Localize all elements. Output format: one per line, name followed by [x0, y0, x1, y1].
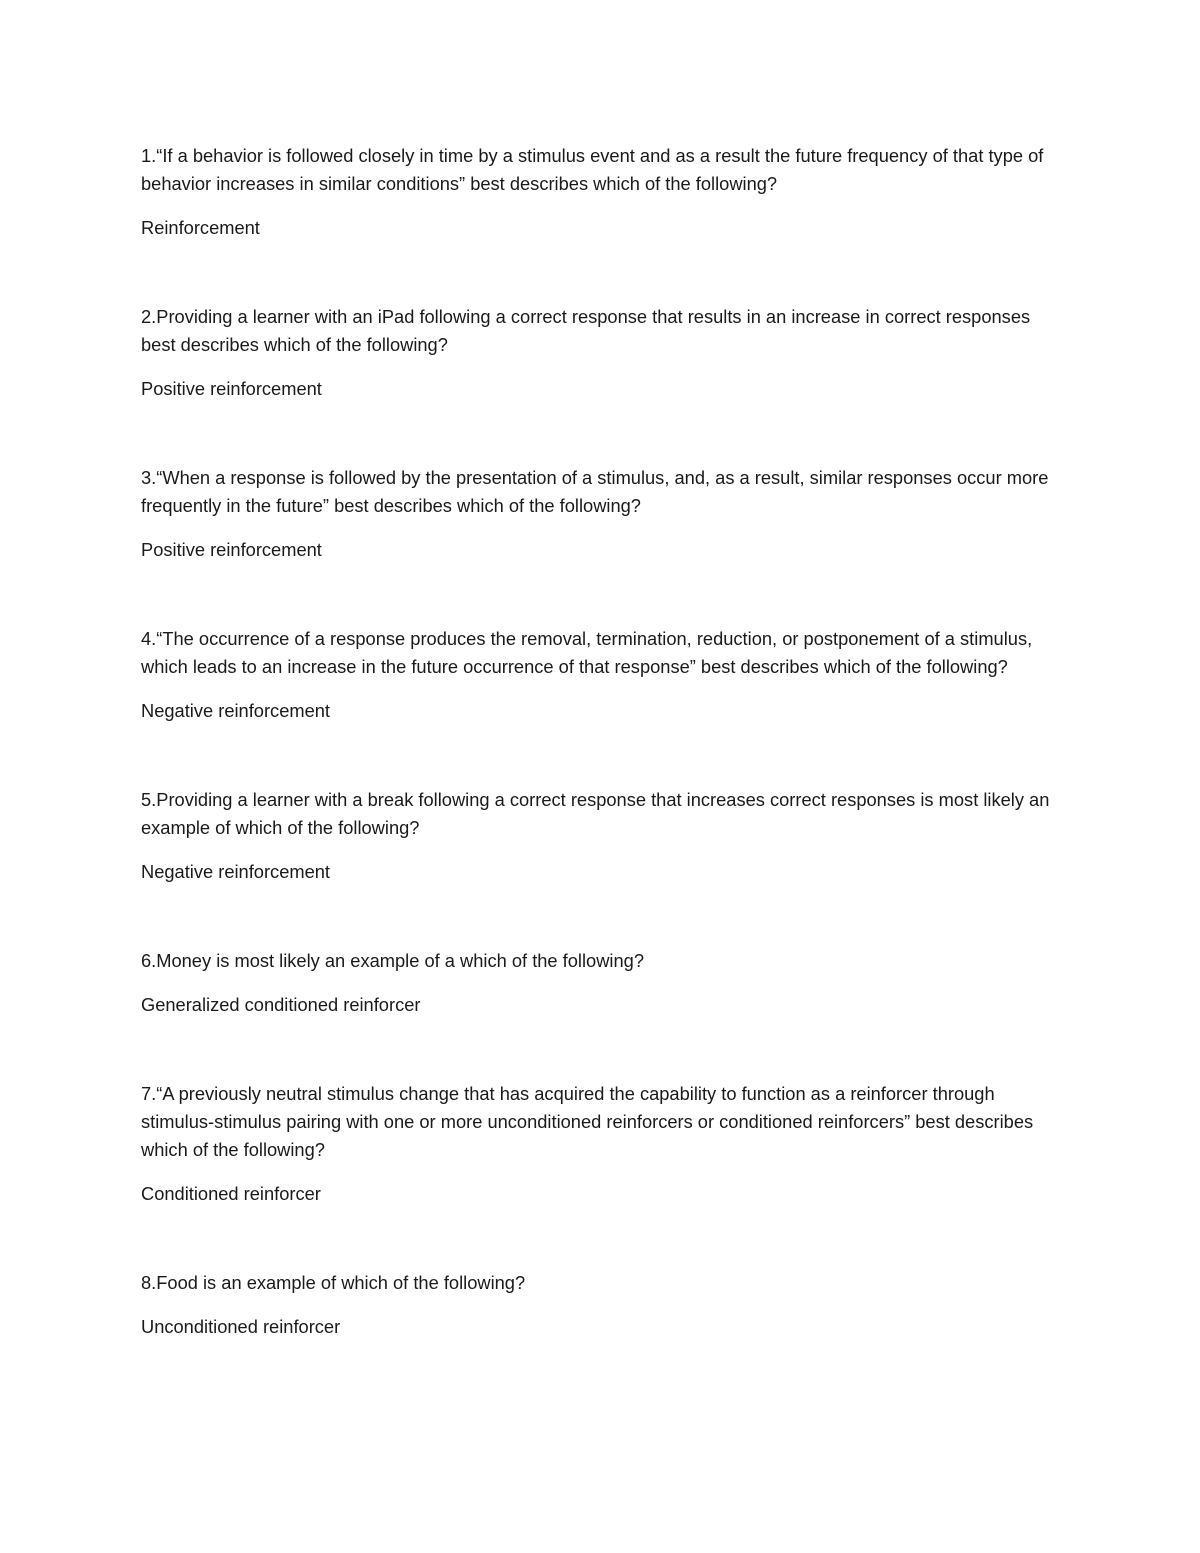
question-8: 8.Food is an example of which of the following? — [141, 1272, 526, 1293]
qa-item-5 — [141, 786, 1061, 886]
question-7: 7.“A previously neutral stimulus change that has acquired the capability to function as a reinforcer through stimulus-stimulus pairing with one or more unconditioned reinforcers or conditioned reinforcers” best describes which of the following? — [141, 1083, 1034, 1160]
answer-1: Reinforcement — [141, 217, 260, 238]
answer-6: Generalized conditioned reinforcer — [141, 994, 421, 1015]
answer-3: Positive reinforcement — [141, 539, 322, 560]
qa-item-3 — [141, 464, 1061, 564]
answer-5: Negative reinforcement — [141, 861, 330, 882]
answer-4: Negative reinforcement — [141, 700, 330, 721]
question-4: 4.“The occurrence of a response produces the removal, termination, reduction, or postponement of a stimulus, which leads to an increase in the future occurrence of that response” best describes which of the following? — [141, 628, 1033, 677]
qa-item-4 — [141, 625, 1061, 725]
question-6: 6.Money is most likely an example of a which of the following? — [141, 950, 644, 971]
answer-2: Positive reinforcement — [141, 378, 322, 399]
question-3: 3.“When a response is followed by the presentation of a stimulus, and, as a result, similar responses occur more frequently in the future” best describes which of the following? — [141, 467, 1049, 516]
qa-item-7 — [141, 1080, 1061, 1208]
question-5: 5.Providing a learner with a break following a correct response that increases correct responses is most likely an example of which of the following? — [141, 789, 1050, 838]
question-2: 2.Providing a learner with an iPad following a correct response that results in an increase in correct responses best describes which of the following? — [141, 306, 1031, 355]
qa-item-6 — [141, 947, 1061, 1019]
qa-item-2 — [141, 303, 1061, 403]
question-1: 1.“If a behavior is followed closely in time by a stimulus event and as a result the future frequency of that type of behavior increases in similar conditions” best describes which of the following? — [141, 145, 1044, 194]
document-page — [141, 142, 1061, 1341]
qa-item-1 — [141, 142, 1061, 242]
qa-item-8 — [141, 1269, 1061, 1341]
answer-7: Conditioned reinforcer — [141, 1183, 321, 1204]
answer-8: Unconditioned reinforcer — [141, 1316, 341, 1337]
